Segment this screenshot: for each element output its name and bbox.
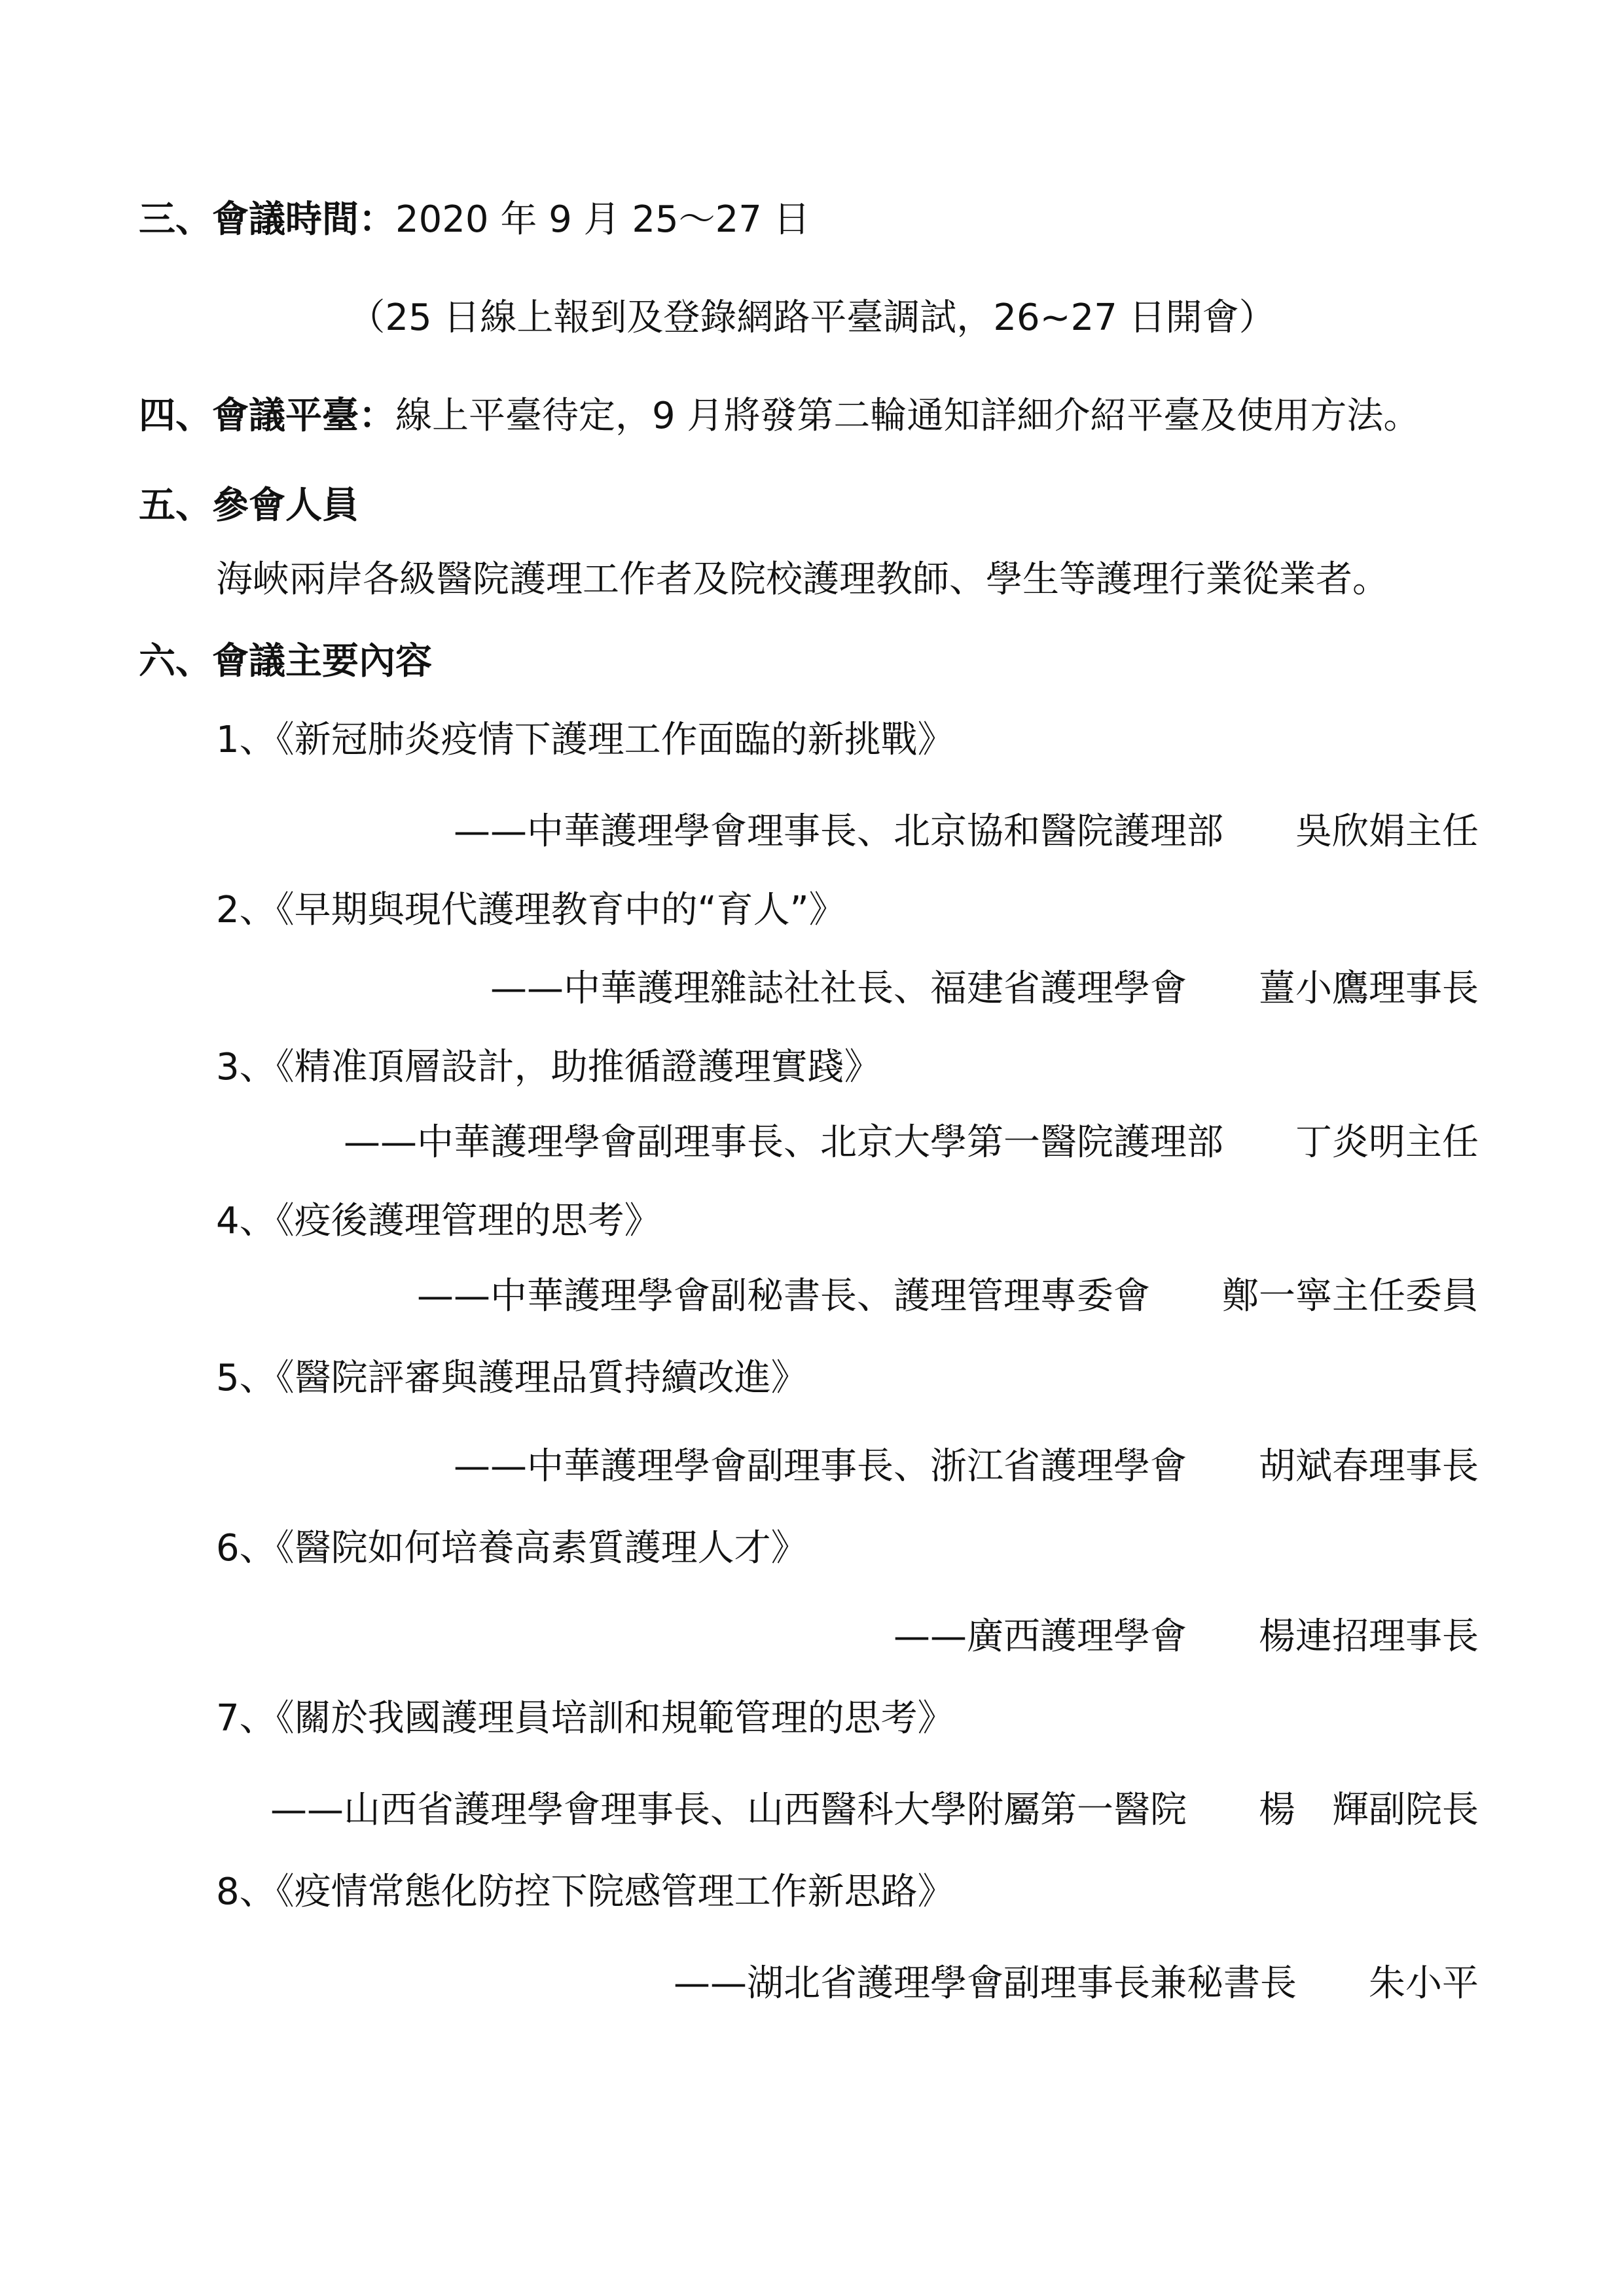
meeting-platform-value: 線上平臺待定，9 月將發第二輪通知詳細介紹平臺及使用方法。	[395, 395, 1420, 437]
attendees-text: 海峽兩岸各級醫院護理工作者及院校護理教師、學生等護理行業從業者。	[216, 558, 1389, 601]
talk-speaker-line	[270, 1789, 1479, 1831]
meeting-time-note: （25 日線上報到及登錄網路平臺調試，26~27 日開會）	[348, 296, 1276, 339]
talk-speaker: 薑小鷹理事長	[1259, 967, 1479, 1010]
meeting-time-line	[139, 198, 810, 241]
meeting-time-value: 2020 年 9 月 25～27 日	[395, 198, 810, 241]
talk-title: 5、《醫院評審與護理品質持續改進》	[216, 1357, 808, 1399]
meeting-platform-line	[139, 395, 1420, 437]
talk-org: ——中華護理學會副理事長、北京大學第一醫院護理部	[344, 1121, 1223, 1164]
talk-speaker: 胡斌春理事長	[1259, 1445, 1479, 1488]
talk-speaker: 鄭一寧主任委員	[1222, 1275, 1479, 1318]
talk-speaker-line	[454, 810, 1479, 853]
talk-speaker-line	[490, 967, 1479, 1010]
talk-org: ——中華護理學會理事長、北京協和醫院護理部	[454, 810, 1223, 853]
talk-org: ——中華護理學會副理事長、浙江省護理學會	[454, 1445, 1187, 1488]
talk-title: 2、《早期與現代護理教育中的“育人”》	[216, 889, 846, 931]
talk-title: 7、《關於我國護理員培訓和規範管理的思考》	[216, 1697, 954, 1740]
talk-title: 1、《新冠肺炎疫情下護理工作面臨的新挑戰》	[216, 719, 954, 761]
talk-org: ——湖北省護理學會副理事長兼秘書長	[674, 1962, 1297, 2005]
talk-speaker-line	[417, 1275, 1479, 1318]
talk-title: 6、《醫院如何培養高素質護理人才》	[216, 1527, 808, 1570]
talk-org: ——中華護理學會副秘書長、護理管理專委會	[417, 1275, 1150, 1318]
talk-speaker: 丁炎明主任	[1295, 1121, 1479, 1164]
talk-speaker-line	[454, 1445, 1479, 1488]
talk-org: ——中華護理雜誌社社長、福建省護理學會	[490, 967, 1187, 1010]
meeting-time-heading: 三、會議時間：	[139, 198, 395, 241]
talk-title: 8、《疫情常態化防控下院感管理工作新思路》	[216, 1871, 954, 1913]
talk-speaker-line	[674, 1962, 1479, 2005]
talk-org: ——山西省護理學會理事長、山西醫科大學附屬第一醫院	[270, 1789, 1187, 1831]
talk-title: 3、《精准頂層設計，助推循證護理實踐》	[216, 1046, 881, 1088]
talk-title: 4、《疫後護理管理的思考》	[216, 1200, 661, 1242]
talk-speaker: 楊 輝副院長	[1259, 1789, 1479, 1831]
talk-speaker-line	[344, 1121, 1479, 1164]
talk-speaker: 吳欣娟主任	[1295, 810, 1479, 853]
meeting-platform-heading: 四、會議平臺：	[139, 395, 395, 437]
attendees-heading: 五、參會人員	[139, 484, 359, 527]
talk-org: ——廣西護理學會	[893, 1615, 1187, 1658]
talk-speaker-line	[893, 1615, 1479, 1658]
talk-speaker: 朱小平	[1369, 1962, 1479, 2005]
content-heading: 六、會議主要內容	[139, 640, 432, 683]
talk-speaker: 楊連招理事長	[1259, 1615, 1479, 1658]
